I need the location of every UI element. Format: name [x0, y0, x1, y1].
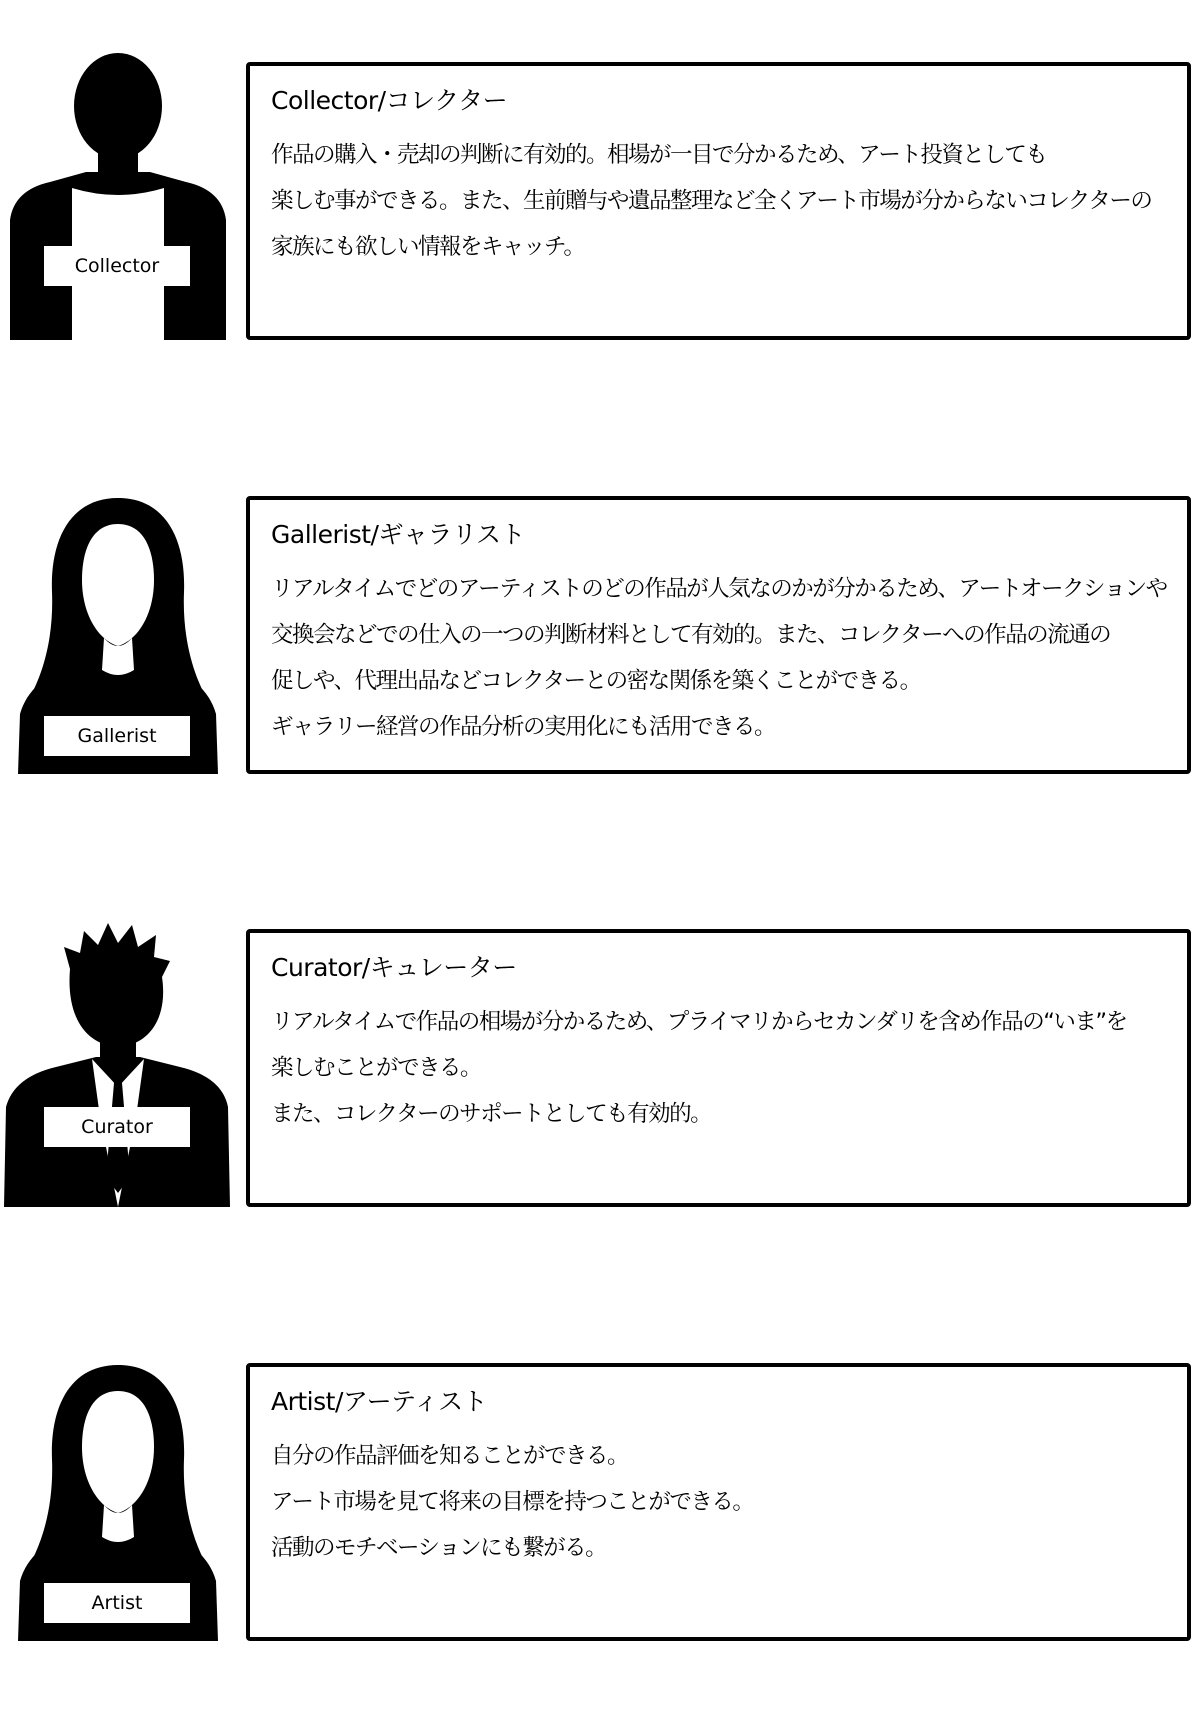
- role-label: Gallerist: [44, 716, 190, 756]
- role-label: Curator: [44, 1107, 190, 1147]
- description-card: [246, 929, 1191, 1207]
- card-description: [271, 132, 1187, 270]
- description-line: 家族にも欲しい情報をキャッチ。: [271, 234, 585, 260]
- curator-avatar: [0, 917, 232, 1207]
- description-line: 自分の作品評価を知ることができる。: [271, 1443, 629, 1469]
- card-title: Artist/アーティスト: [271, 1387, 488, 1416]
- card-description: [271, 999, 1187, 1137]
- gallerist-avatar: [0, 484, 232, 774]
- card-description: [271, 1433, 1187, 1571]
- description-line: 交換会などでの仕入の一つの判断材料として有効的。また、コレクターへの作品の流通の: [271, 622, 1111, 648]
- description-line: ギャラリー経営の作品分析の実用化にも活用できる。: [271, 714, 776, 740]
- description-line: リアルタイムで作品の相場が分かるため、プライマリからセカンダリを含め作品の“いま”を: [271, 1009, 1127, 1035]
- man-silhouette-icon: [0, 50, 232, 340]
- artist-avatar: [0, 1351, 232, 1641]
- description-line: 楽しむことができる。: [271, 1055, 482, 1081]
- description-line: アート市場を見て将来の目標を持つことができる。: [271, 1489, 754, 1515]
- role-label: Collector: [44, 246, 190, 286]
- description-line: 楽しむ事ができる。また、生前贈与や遺品整理など全くアート市場が分からないコレクターの: [271, 188, 1152, 214]
- description-line: リアルタイムでどのアーティストのどの作品が人気なのかが分かるため、アートオークションや: [271, 576, 1167, 602]
- curator-section: [0, 917, 1200, 1207]
- card-title: Collector/コレクター: [271, 86, 508, 115]
- card-title: Gallerist/ギャラリスト: [271, 520, 525, 549]
- description-card: [246, 62, 1191, 340]
- description-line: また、コレクターのサポートとしても有効的。: [271, 1101, 712, 1127]
- description-line: 促しや、代理出品などコレクターとの密な関係を築くことができる。: [271, 668, 921, 694]
- description-line: 活動のモチベーションにも繋がる。: [271, 1535, 607, 1561]
- description-line: 作品の購入・売却の判断に有効的。相場が一目で分かるため、アート投資としても: [271, 142, 1047, 168]
- description-card: [246, 496, 1191, 774]
- artist-section: [0, 1351, 1200, 1641]
- role-label: Artist: [44, 1583, 190, 1623]
- collector-avatar: [0, 50, 232, 340]
- businessman-silhouette-icon: [0, 917, 232, 1207]
- card-title: Curator/キュレーター: [271, 953, 517, 982]
- gallerist-section: [0, 484, 1200, 774]
- description-card: [246, 1363, 1191, 1641]
- collector-section: [0, 50, 1200, 340]
- card-description: [271, 566, 1187, 750]
